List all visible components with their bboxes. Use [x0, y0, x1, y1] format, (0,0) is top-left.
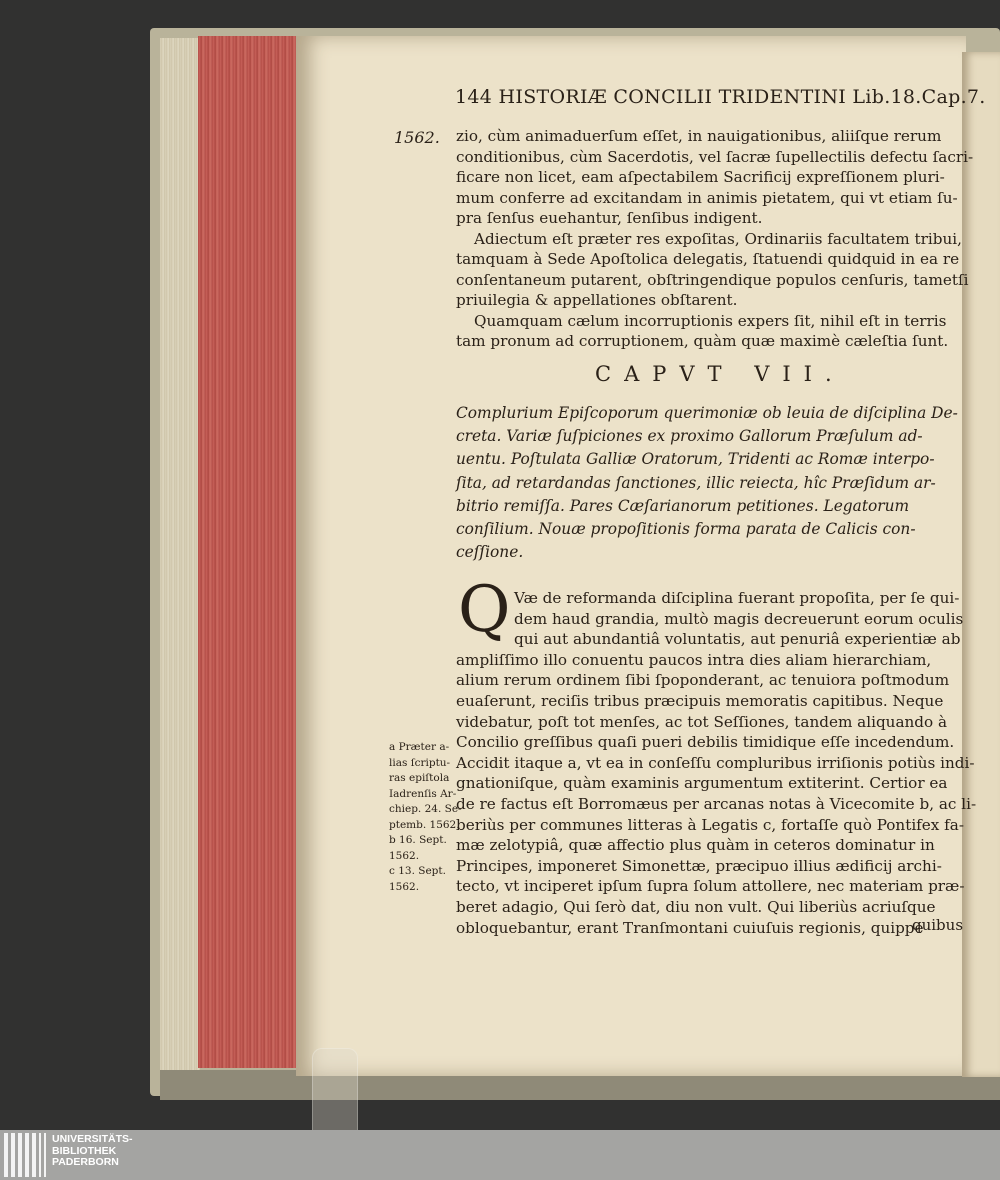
summary-line: ſita, ad retardandas ſanctiones, illic reiecta, hîc Præſidum ar-: [456, 473, 936, 492]
text-line: de re factus eſt Borromæus per arcanas notas à Vicecomite b, ac li-: [456, 794, 977, 813]
summary-line: ceſſione.: [456, 543, 524, 562]
text-line: beret adagio, Qui ſerò dat, diu non vult. Qui liberiùs acriuſque: [456, 897, 936, 916]
text-line: ficare non licet, eam aſpectabilem Sacrificij expreſſionem pluri-: [456, 168, 945, 186]
text-line: Væ de reformanda diſciplina fuerant propoſita, per ſe qui-: [514, 589, 960, 607]
library-name-line: BIBLIOTHEK: [52, 1144, 117, 1157]
text-line: Principes, imponeret Simonettæ, præcipuo illius ædificij archi-: [456, 856, 942, 875]
chapter-summary: [456, 402, 958, 564]
red-page-edge: [198, 36, 298, 1068]
text-line: priuilegia & appellationes obſtarent.: [456, 291, 738, 309]
text-line: Concilio greſſibus quaſi pueri debilis timidique eſſe incedendum.: [456, 733, 955, 752]
text-line: ampliſſimo illo conuentu paucos intra dies aliam hierarchiam,: [456, 650, 932, 669]
page-number: 144: [455, 86, 493, 108]
text-line: obloquebantur, erant Tranſmontani cuiuſuis regionis, quippe: [456, 918, 924, 937]
summary-line: uentu. Poſtulata Galliæ Oratorum, Tridenti ac Romæ interpo-: [456, 450, 935, 469]
text-line: beriùs per communes litteras à Legatis c, fortaſſe quò Pontifex fa-: [456, 815, 964, 834]
summary-line: conſilium. Nouæ propoſitionis forma parata de Calicis con-: [456, 520, 916, 539]
top-paragraphs: [456, 126, 973, 352]
library-name-line: UNIVERSITÄTS-: [52, 1133, 133, 1145]
running-title: HISTORIÆ CONCILII TRIDENTINI Lib.18.Cap.7.: [498, 86, 986, 108]
text-line: mæ zelotypiâ, quæ affectio plus quàm in ceteros dominatur in: [456, 836, 935, 855]
text-line: dem haud grandia, multò magis decreuerunt eorum oculis: [514, 609, 964, 628]
chapter-heading: CAPVT VII.: [595, 362, 845, 386]
summary-line: creta. Variæ ſuſpiciones ex proximo Gallorum Præſulum ad-: [456, 427, 923, 446]
summary-line: bitrio remiſſa. Pares Cæſarianorum petitiones. Legatorum: [456, 496, 910, 515]
text-line: mum conferre ad excitandam in animis pietatem, qui vt etiam ſu-: [456, 188, 958, 207]
main-paragraph: [456, 588, 976, 938]
library-footer-bar: [0, 1130, 1000, 1180]
note-line: a Præter a-: [389, 741, 450, 753]
text-line: conditionibus, cùm Sacerdotis, vel ſacræ ſupellectilis defectu ſacri-: [456, 147, 974, 166]
note-line: Iadrenſis Ar-: [389, 787, 457, 800]
text-line: qui aut abundantiâ voluntatis, aut penuriâ experientiæ ab: [514, 630, 961, 649]
text-line: Accidit itaque a, vt ea in conſeſſu compluribus irriſionis potiùs indi-: [456, 753, 975, 772]
text-line: tam pronum ad corruptionem, quàm quæ maximè cæleſtia ſunt.: [456, 332, 949, 350]
running-header: [455, 86, 986, 108]
note-line: chiep. 24. Se-: [389, 803, 462, 815]
note-line: 1562.: [389, 849, 420, 862]
text-line: videbatur, poſt tot menſes, ac tot Seſſiones, tandem aliquando à: [456, 712, 948, 731]
margin-notes: [389, 740, 462, 895]
library-name-line: PADERBORN: [52, 1156, 119, 1168]
text-line: tamquam à Sede Apoſtolica delegatis, ſtatuendi quidquid in ea re: [456, 250, 960, 268]
text-line: gnationiſque, quàm examinis argumentum extiterint. Certior ea: [456, 774, 948, 793]
note-line: ras epiſtola: [389, 772, 450, 784]
text-line: Adiectum eſt præter res expoſitas, Ordinariis facultatem tribui,: [474, 229, 962, 248]
text-line: tecto, vt inciperet ipſum ſupra ſolum attollere, nec materiam præ-: [456, 877, 965, 896]
text-line: Quamquam cælum incorruptionis expers ſit, nihil eſt in terris: [474, 311, 947, 330]
note-line: ptemb. 1562.: [389, 818, 460, 831]
note-line: c 13. Sept.: [389, 865, 446, 877]
text-line: zio, cùm animaduerſum eſſet, in nauigationibus, aliiſque rerum: [456, 127, 942, 145]
drop-cap-initial: Q: [458, 573, 511, 647]
text-line: euaſerunt, reciſis tribus præcipuis memoratis capitibus. Neque: [456, 691, 944, 710]
note-line: 1562.: [389, 880, 420, 893]
text-line: alium rerum ordinem ſibi ſpoponderant, ac tenuiora poſtmodum: [456, 671, 950, 690]
margin-year: 1562.: [394, 128, 440, 147]
summary-line: Complurium Epiſcoporum querimoniæ ob leuia de diſciplina De-: [456, 404, 958, 422]
page-edges: [160, 38, 200, 1078]
note-line: lias ſcriptu-: [389, 756, 451, 769]
note-line: b 16. Sept.: [389, 834, 447, 846]
library-logo-icon: [4, 1133, 50, 1177]
catchword: quibus: [912, 916, 964, 934]
page-weight-clip: [312, 1048, 358, 1130]
text-line: conſentaneum putarent, obſtringendique populos cenſuris, tametſi: [456, 270, 969, 289]
text-line: pra ſenſus euehantur, ſenſibus indigent.: [456, 209, 763, 227]
library-name: [52, 1134, 133, 1169]
